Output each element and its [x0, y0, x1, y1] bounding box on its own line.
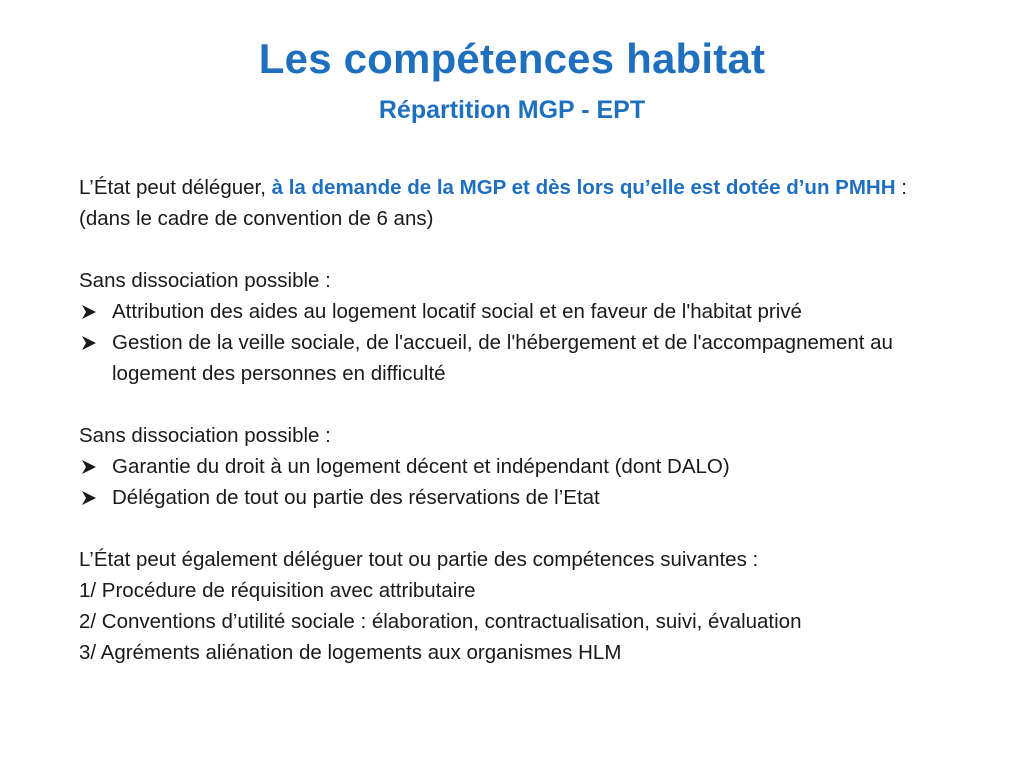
- numbered-item: 2/ Conventions d’utilité sociale : élaboration, contractualisation, suivi, évaluation: [79, 610, 802, 633]
- intro-tail: : (dans le cadre de convention de 6 ans): [79, 176, 907, 230]
- intro-highlight: à la demande de la MGP et dès lors qu’elle est dotée d’un PMHH: [271, 176, 896, 199]
- slide-body: [79, 172, 959, 668]
- slide-subtitle: Répartition MGP - EPT: [378, 96, 646, 124]
- list-item: [79, 482, 959, 513]
- numbered-item: 3/ Agréments aliénation de logements aux organismes HLM: [79, 641, 622, 664]
- arrow-bullet-icon: [82, 305, 96, 319]
- group1-heading: Sans dissociation possible :: [79, 269, 331, 292]
- list-item-text: Garantie du droit à un logement décent et indépendant (dont DALO): [112, 455, 730, 478]
- arrow-bullet-icon: [82, 336, 96, 350]
- list-item: [79, 296, 959, 327]
- list-item: [79, 451, 959, 482]
- slide-title: Les compétences habitat: [258, 35, 766, 82]
- arrow-bullet-icon: [82, 491, 96, 505]
- arrow-bullet-icon: [82, 460, 96, 474]
- group3-heading: L’État peut également déléguer tout ou partie des compétences suivantes :: [79, 548, 759, 571]
- numbered-item: 1/ Procédure de réquisition avec attributaire: [79, 579, 476, 602]
- group2-heading: Sans dissociation possible :: [79, 424, 331, 447]
- intro-lead: L’État peut déléguer,: [79, 176, 272, 199]
- list-item-text: Délégation de tout ou partie des réservations de l’Etat: [112, 486, 600, 509]
- list-item-text: Attribution des aides au logement locatif social et en faveur de l'habitat privé: [112, 300, 802, 323]
- intro-paragraph: [79, 172, 959, 234]
- list-item: [79, 327, 959, 389]
- list-item-text: Gestion de la veille sociale, de l'accueil, de l'hébergement et de l'accompagnement au logement des personnes en difficulté: [112, 331, 893, 385]
